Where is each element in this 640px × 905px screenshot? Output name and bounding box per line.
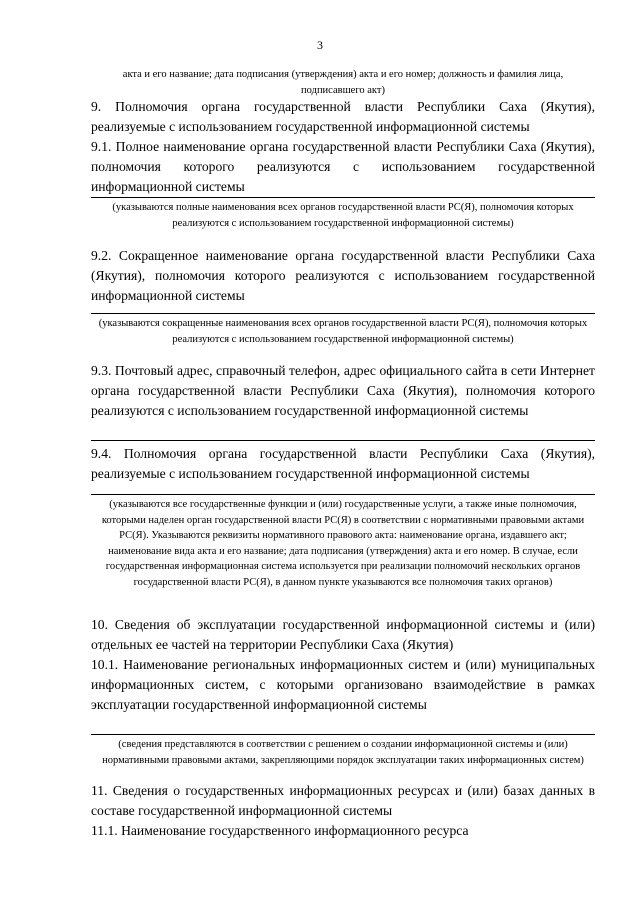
- section-paragraph: 9.1. Полное наименование органа государственной власти Республики Саха (Якутия), полномочия которого реализуются с использованием государственной информационной системы: [91, 139, 595, 194]
- section-paragraph: 10. Сведения об эксплуатации государственной информационной системы и (или) отдельных ее частей на территории Республики Саха (Якутия): [91, 617, 595, 652]
- fill-in-line: [91, 440, 595, 441]
- section-paragraph: 9.2. Сокращенное наименование органа государственной власти Республики Саха (Якутия), полномочия которого реализуются с использованием государственной информационной системы: [91, 248, 595, 303]
- footnote-hint: (сведения представляются в соответствии с решением о создании информационной системы и (или) нормативными правовыми актами, закрепляющими порядок эксплуатации таких информационных систем): [102, 739, 584, 766]
- fill-in-line: [91, 197, 595, 198]
- footnote-hint: акта и его название; дата подписания (утверждения) акта и его номер; должность и фамилия лица, подписавшего акт): [122, 69, 564, 96]
- fill-in-line: [91, 734, 595, 735]
- page-number: 3: [317, 38, 323, 52]
- section-paragraph: 9. Полномочия органа государственной власти Республики Саха (Якутия), реализуемые с использованием государственной информационной системы: [91, 99, 595, 134]
- footnote-hint: (указываются сокращенные наименования всех органов государственной власти РС(Я), полномочия которых реализуются с использованием государственной информационной системы): [98, 318, 588, 345]
- fill-in-line: [91, 494, 595, 495]
- footnote-hint: (указываются полные наименования всех органов государственной власти РС(Я), полномочия которых реализуются с использованием государственной информационной системы): [112, 202, 574, 229]
- footnote-hint: (указываются все государственные функции и (или) государственные услуги, а также иные полномочия, которыми наделен орган государственной власти РС(Я) в соответствии с нормативными правовыми актами РС(Я). Указываются реквизиты нормативного правового акта: наименование органа, издавшего акт; наименование вида акта и его название; дата подписания (утверждения) акта и его номер. В случае, если государственная информационная система используется при реализации полномочий нескольких органов государственной власти РС(Я), в данном пункте указываются все полномочия таких органов): [101, 499, 585, 588]
- section-paragraph: 11.1. Наименование государственного информационного ресурса: [91, 823, 469, 838]
- section-paragraph: 9.4. Полномочия органа государственной власти Республики Саха (Якутия), реализуемые с использованием государственной информационной системы: [91, 446, 595, 481]
- section-paragraph: 10.1. Наименование региональных информационных систем и (или) муниципальных информационных систем, с которыми организовано взаимодействие в рамках эксплуатации государственной информационной системы: [91, 657, 595, 712]
- fill-in-line: [91, 313, 595, 314]
- section-paragraph: 11. Сведения о государственных информационных ресурсах и (или) базах данных в составе государственной информационной системы: [91, 783, 595, 818]
- section-paragraph: 9.3. Почтовый адрес, справочный телефон, адрес официального сайта в сети Интернет органа государственной власти Республики Саха (Якутия), полномочия которого реализуются с использованием государственной информационной системы: [91, 363, 595, 418]
